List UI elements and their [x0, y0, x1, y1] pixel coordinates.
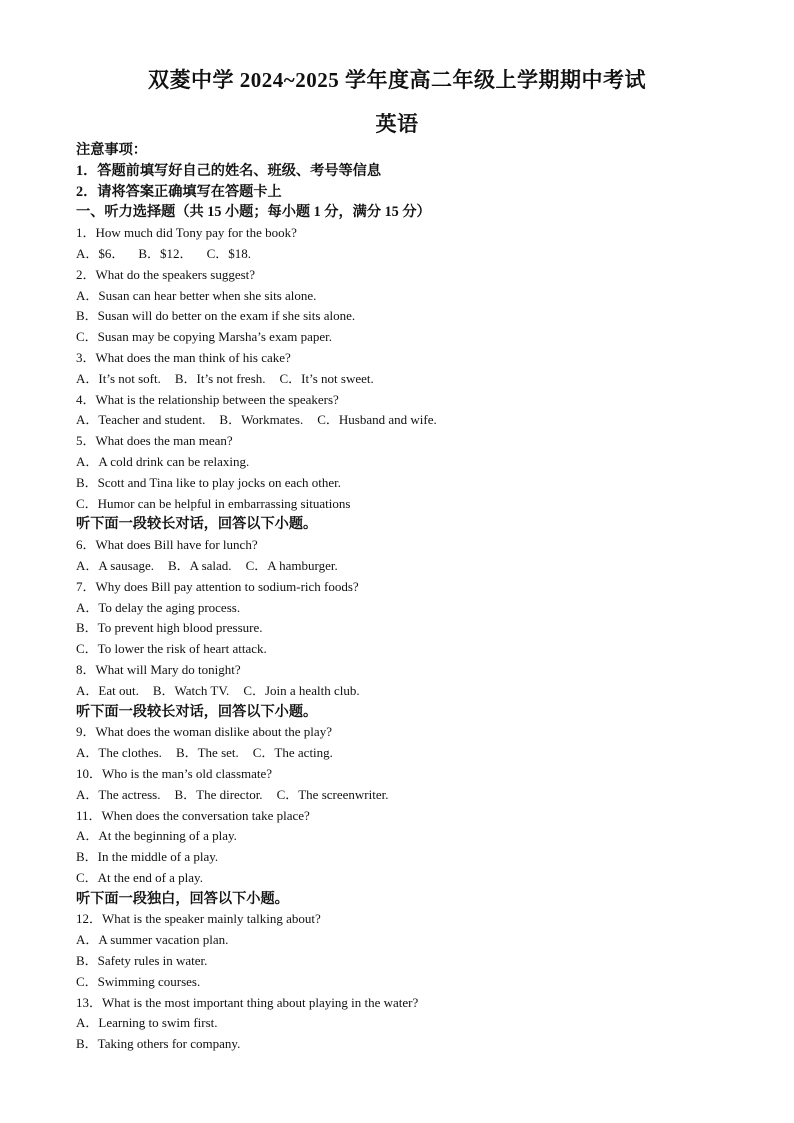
option-row [76, 369, 726, 390]
option-b: B．$12． [138, 245, 193, 261]
question-stem: 10．Who is the man’s old classmate? [76, 765, 273, 781]
option-b: B．Susan will do better on the exam if she sits alone. [76, 308, 356, 324]
passage-intro: 听下面一段独白，回答以下小题。 [76, 890, 289, 907]
option-c: C．At the end of a play. [76, 869, 203, 885]
option-a: A．$6． [76, 245, 125, 261]
option-c: C．Husband and wife. [317, 412, 437, 428]
option-row [76, 785, 726, 806]
option-a: A．Susan can hear better when she sits alone. [76, 287, 317, 303]
option-a: A．The clothes. [76, 745, 162, 761]
option-c: C．The acting. [252, 745, 333, 761]
option-c: C．Susan may be copying Marsha’s exam paper. [76, 329, 332, 345]
option-a: A．Eat out. [76, 682, 139, 698]
option-a: A．The actress. [76, 786, 161, 802]
question-stem: 7．Why does Bill pay attention to sodium-rich foods? [76, 578, 359, 594]
option-row [76, 244, 726, 265]
option-a: A．At the beginning of a play. [76, 828, 237, 844]
option-c: C．Humor can be helpful in embarrassing situations [76, 495, 351, 511]
subject-title: 英语 [375, 112, 419, 136]
notice-item: 1．答题前填写好自己的姓名、班级、考号等信息 [76, 162, 382, 179]
option-a: A．It’s not soft. [76, 370, 161, 386]
option-c: C．The screenwriter. [276, 786, 389, 802]
question-stem: 3．What does the man think of his cake? [76, 349, 291, 365]
passage-intro: 听下面一段较长对话，回答以下小题。 [76, 516, 318, 533]
section-heading: 一、听力选择题（共 15 小题；每小题 1 分，满分 15 分） [76, 204, 431, 221]
option-c: C．$18. [206, 245, 251, 261]
option-row [76, 681, 726, 702]
option-c: C．Swimming courses. [76, 973, 201, 989]
question-stem: 6．What does Bill have for lunch? [76, 537, 258, 553]
notice-item: 2．请将答案正确填写在答题卡上 [76, 183, 282, 200]
question-stem: 2．What do the speakers suggest? [76, 266, 256, 282]
option-row [76, 556, 726, 577]
option-b: B．In the middle of a play. [76, 849, 219, 865]
option-b: B．A salad. [168, 557, 232, 573]
option-a: A．A cold drink can be relaxing. [76, 453, 250, 469]
option-c: C．To lower the risk of heart attack. [76, 641, 267, 657]
option-a: A．Learning to swim first. [76, 1015, 218, 1031]
option-a: A．To delay the aging process. [76, 599, 241, 615]
option-b: B．The set. [175, 745, 239, 761]
option-b: B．The director. [174, 786, 263, 802]
passage-intro: 听下面一段较长对话，回答以下小题。 [76, 703, 318, 720]
question-stem: 5．What does the man mean? [76, 433, 233, 449]
option-b: B．Watch TV. [152, 682, 230, 698]
option-a: A．Teacher and student. [76, 412, 206, 428]
option-a: A．A sausage. [76, 557, 154, 573]
option-c: C．It’s not sweet. [279, 370, 374, 386]
question-stem: 13．What is the most important thing about playing in the water? [76, 994, 419, 1010]
option-row [76, 410, 726, 431]
question-stem: 4．What is the relationship between the speakers? [76, 391, 339, 407]
question-stem: 1．How much did Tony pay for the book? [76, 225, 297, 241]
notice-heading: 注意事项： [76, 142, 147, 158]
exam-title: 双菱中学 2024~2025 学年度高二年级上学期期中考试 [148, 68, 646, 92]
question-stem: 9．What does the woman dislike about the play? [76, 724, 332, 740]
option-b: B．Workmates. [219, 412, 304, 428]
option-b: B．Taking others for company. [76, 1036, 241, 1052]
question-stem: 8．What will Mary do tonight? [76, 661, 241, 677]
option-c: C．A hamburger. [245, 557, 338, 573]
option-a: A．A summer vacation plan. [76, 932, 229, 948]
option-b: B．Safety rules in water. [76, 953, 208, 969]
option-b: B．Scott and Tina like to play jocks on each other. [76, 474, 342, 490]
option-b: B．To prevent high blood pressure. [76, 620, 263, 636]
question-stem: 11．When does the conversation take place? [76, 807, 310, 823]
option-b: B．It’s not fresh. [174, 370, 266, 386]
option-c: C．Join a health club. [243, 682, 360, 698]
question-stem: 12．What is the speaker mainly talking about? [76, 911, 321, 927]
option-row [76, 743, 726, 764]
exam-body [76, 140, 726, 1055]
